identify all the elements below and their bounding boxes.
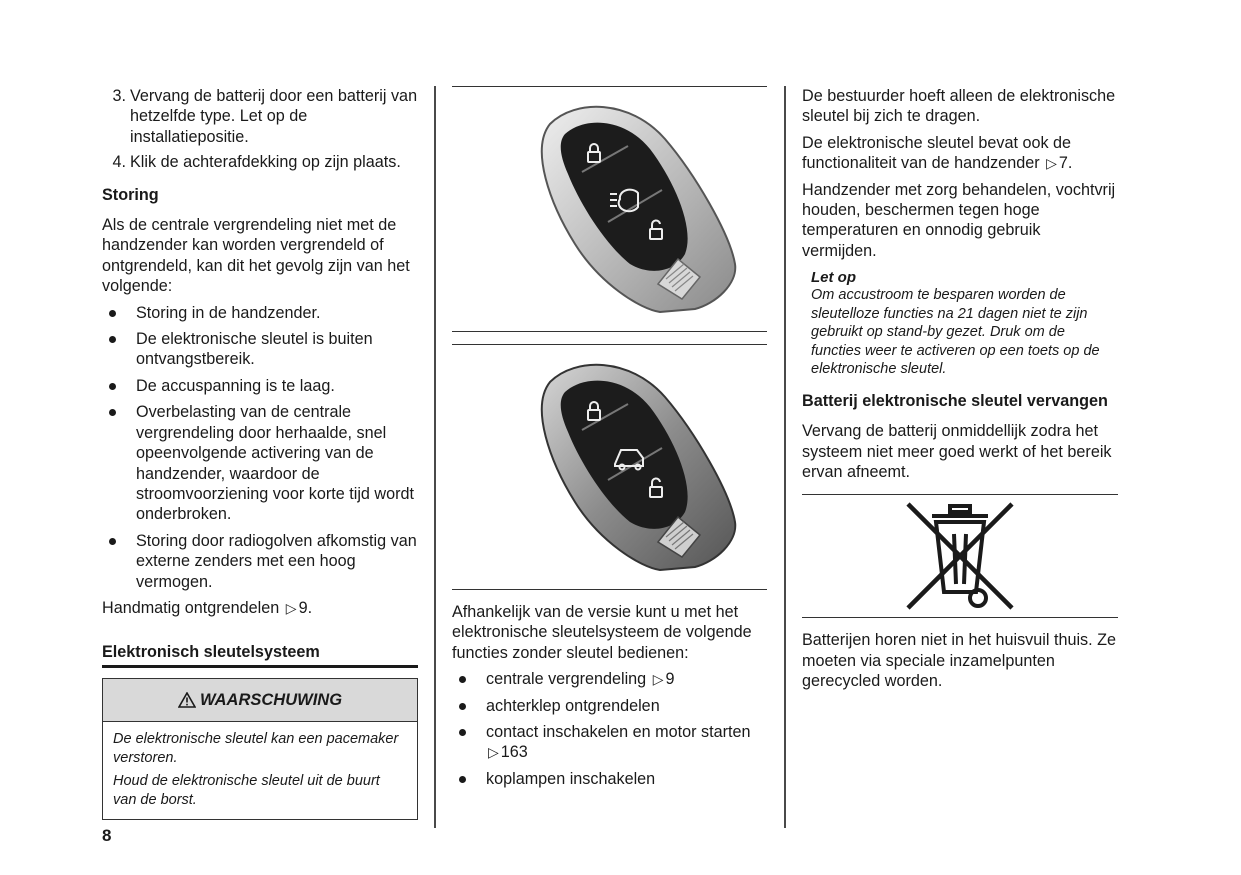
list-item: Overbelasting van de centrale vergrendeling door herhaalde, snel opeenvolgende activering van de handzender, waardoor de stroomvoorziening voor korte tijd wordt onderbroken. — [102, 402, 418, 524]
bullet-icon — [102, 376, 136, 396]
bullet-icon — [102, 303, 136, 323]
bullet-icon — [452, 669, 486, 689]
manual-unlock-ref[interactable]: Handmatig ontgrendelen ▷ 9. — [102, 598, 313, 617]
section-title: Elektronisch sleutelsysteem — [102, 642, 418, 668]
page-ref[interactable]: 7. — [1058, 154, 1073, 173]
paragraph: De elektronische sleutel bevat ook de functionaliteit van de handzender ▷ 7. — [802, 133, 1073, 173]
paragraph: De bestuurder hoeft alleen de elektronische sleutel bij zich te dragen. — [802, 87, 1116, 126]
note-text: Om accustroom te besparen worden de sleutelloze functies na 21 dagen niet te zijn gebruikt op stand-by gezet. Druk om de functies weer te activeren op een toets op de elektronische sleutel. — [811, 287, 1100, 378]
key-fob-tailgate-illustration — [480, 352, 740, 582]
battery-text: Vervang de batterij onmiddellijk zodra het systeem niet meer goed werkt of het bereik ervan afneemt. — [802, 422, 1112, 481]
column-middle — [452, 86, 767, 795]
warning-box — [102, 678, 418, 820]
step-item: 4. Klik de achterafdekking op zijn plaats. — [112, 153, 401, 172]
keyless-intro: Afhankelijk van de versie kunt u met het elektronische sleutelsysteem de volgende functies zonder sleutel bedienen: — [452, 603, 752, 662]
paragraph: Handzender met zorg behandelen, vochtvrij houden, beschermen tegen hoge temperaturen en onnodig gebruik vermijden. — [802, 180, 1116, 260]
column-left — [102, 86, 418, 820]
warning-header: WAARSCHUWING — [103, 679, 417, 722]
column-right — [802, 86, 1118, 692]
step-item: 3. Vervang de batterij door een batterij van hetzelfde type. Let op de installatiepositie. — [112, 87, 418, 146]
storing-bullet-list — [102, 303, 418, 592]
bullet-icon — [102, 402, 136, 524]
column-divider — [434, 86, 436, 828]
page-ref-arrow-icon: ▷ — [285, 599, 297, 616]
bullet-icon — [452, 769, 486, 789]
page-ref-arrow-icon: ▷ — [488, 744, 499, 761]
list-item: koplampen inschakelen — [452, 769, 767, 789]
page-ref-arrow-icon: ▷ — [652, 671, 664, 688]
disposal-symbol-box — [802, 494, 1118, 618]
note-label: Let op — [811, 269, 856, 287]
page-ref[interactable]: 9 — [665, 670, 675, 689]
list-item: centrale vergrendeling ▷ 9 — [452, 669, 767, 689]
storing-intro: Als de centrale vergrendeling niet met de handzender kan worden vergrendeld of ontgrendeld, kan dit het gevolg zijn van het volgende: — [102, 216, 410, 296]
list-item: Storing in de handzender. — [102, 303, 418, 323]
battery-heading: Batterij elektronische sleutel vervangen — [802, 391, 1108, 410]
bullet-icon — [452, 722, 486, 763]
warning-triangle-icon — [178, 692, 196, 708]
page-ref[interactable]: 163 — [500, 743, 528, 762]
list-item: contact inschakelen en motor starten ▷ 163 — [452, 722, 767, 763]
page-ref-arrow-icon: ▷ — [1046, 155, 1057, 172]
list-item: Storing door radiogolven afkomstig van externe zenders met een hoog vermogen. — [102, 531, 418, 592]
warning-body: De elektronische sleutel kan een pacemaker verstoren. Houd de elektronische sleutel uit de buurt van de borst. — [113, 731, 399, 808]
page-number: 8 — [102, 826, 112, 845]
key-fob-image-2 — [452, 344, 767, 590]
key-fob-image-1 — [452, 86, 767, 332]
disposal-text: Batterijen horen niet in het huisvuil thuis. Ze moeten via speciale inzamelpunten gerecycled worden. — [802, 631, 1117, 691]
bullet-icon — [452, 696, 486, 716]
column-divider — [784, 86, 786, 828]
list-item: achterklep ontgrendelen — [452, 696, 767, 716]
bullet-icon — [102, 329, 136, 370]
key-fob-headlight-illustration — [480, 94, 740, 324]
storing-heading: Storing — [102, 185, 159, 204]
bullet-icon — [102, 531, 136, 592]
steps-list — [102, 86, 418, 173]
list-item: De elektronische sleutel is buiten ontvangstbereik. — [102, 329, 418, 370]
crossed-out-bin-icon — [900, 500, 1020, 612]
list-item: De accuspanning is te laag. — [102, 376, 418, 396]
keyless-function-list — [452, 669, 767, 789]
